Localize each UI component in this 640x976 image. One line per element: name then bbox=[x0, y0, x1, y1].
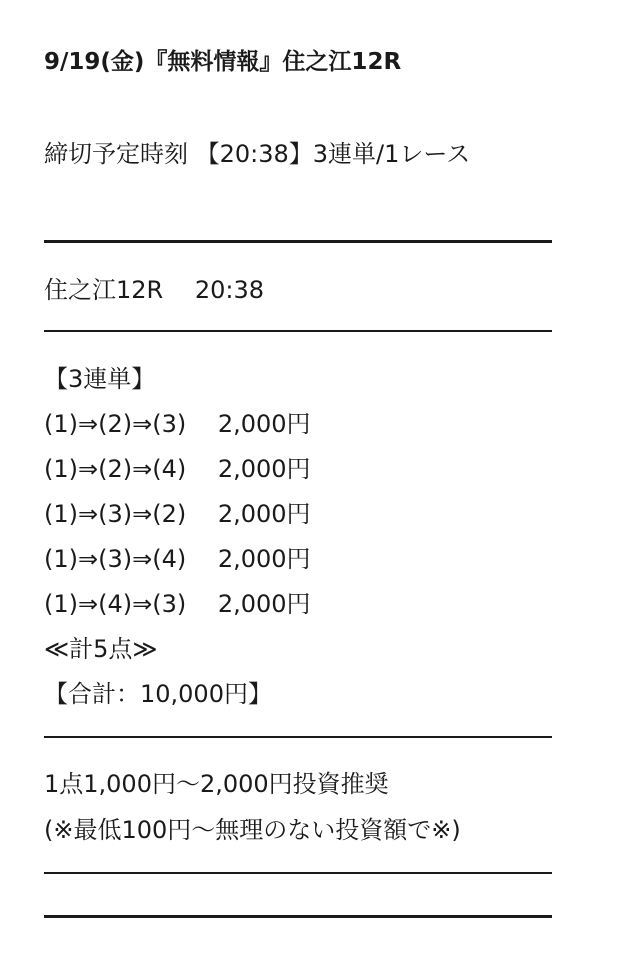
divider bbox=[44, 240, 552, 243]
bet-line: (1)⇒(3)⇒(4) 2,000円 bbox=[44, 545, 311, 573]
page-title: 9/19(金)『無料情報』住之江12R bbox=[44, 49, 402, 75]
bet-total-label: 【合計：10,000円】 bbox=[44, 680, 272, 708]
divider bbox=[44, 736, 552, 738]
divider bbox=[44, 915, 552, 918]
bet-line: (1)⇒(2)⇒(3) 2,000円 bbox=[44, 410, 311, 438]
bet-line: (1)⇒(3)⇒(2) 2,000円 bbox=[44, 500, 311, 528]
race-name-time: 住之江12R 20:38 bbox=[44, 276, 265, 304]
bet-line: (1)⇒(2)⇒(4) 2,000円 bbox=[44, 455, 311, 483]
recommend-line-1: 1点1,000円〜2,000円投資推奨 bbox=[44, 770, 389, 798]
bet-line: (1)⇒(4)⇒(3) 2,000円 bbox=[44, 590, 311, 618]
deadline-text: 締切予定時刻 【20:38】3連単/1レース bbox=[44, 140, 471, 168]
divider bbox=[44, 330, 552, 332]
bet-count-label: ≪計5点≫ bbox=[44, 635, 158, 663]
bet-type-label: 【3連単】 bbox=[44, 365, 156, 393]
divider bbox=[44, 872, 552, 874]
recommend-line-2: (※最低100円〜無理のない投資額で※) bbox=[44, 816, 461, 844]
